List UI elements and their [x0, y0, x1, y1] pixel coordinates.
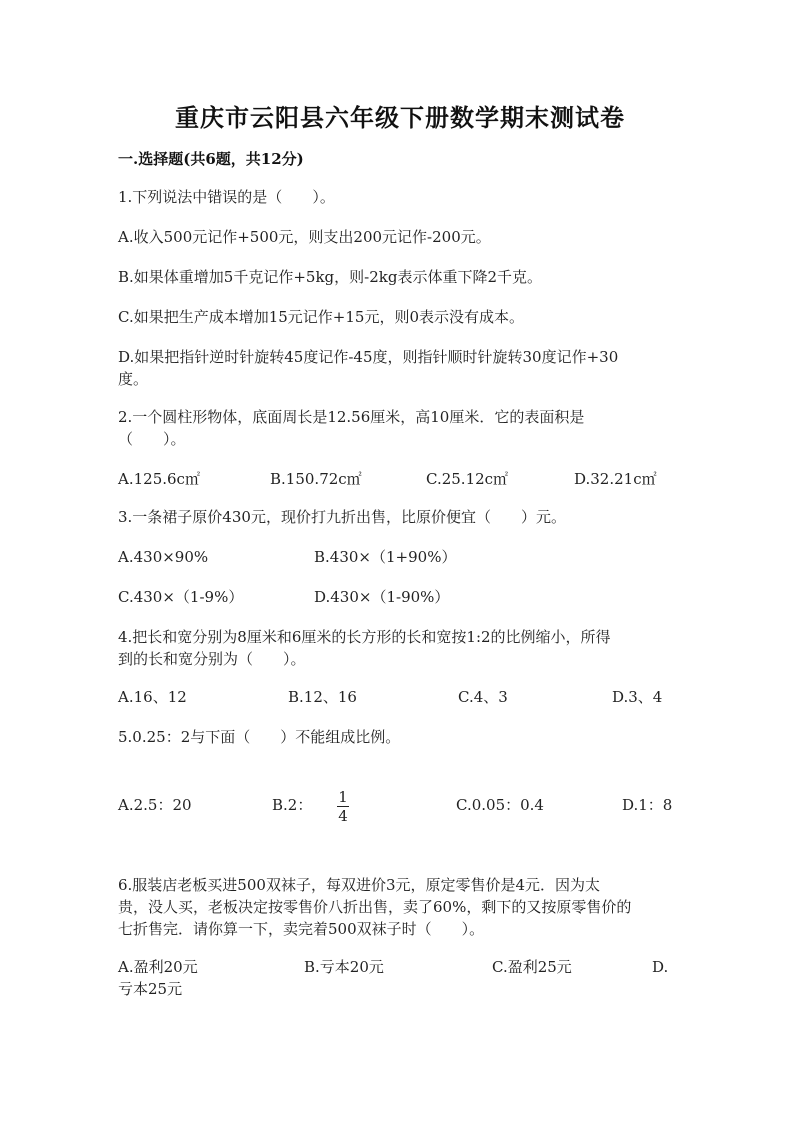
question-4-option-b: B.12、16 — [288, 688, 357, 706]
question-1-stem: 1.下列说法中错误的是（ ）。 — [118, 188, 335, 206]
question-1-option-a: A.收入500元记作+500元，则支出200元记作-200元。 — [118, 228, 491, 246]
page-title: 重庆市云阳县六年级下册数学期末测试卷 — [175, 103, 625, 132]
question-4-stem-line2: 到的长和宽分别为（ ）。 — [118, 650, 306, 668]
question-1-option-d-line2: 度。 — [118, 370, 149, 388]
question-6-stem-line1: 6.服装店老板买进500双袜子，每双进价3元，原定零售价是4元．因为太 — [118, 876, 601, 894]
question-1-option-c: C.如果把生产成本增加15元记作+15元，则0表示没有成本。 — [118, 308, 524, 326]
question-2-option-d: D.32.21c㎡ — [574, 470, 657, 488]
question-6-option-d-label: D. — [652, 958, 669, 976]
question-3-option-d: D.430×（1-90%） — [314, 588, 450, 606]
question-6-option-d-text: 亏本25元 — [118, 980, 183, 998]
question-5-option-d: D.1：8 — [622, 796, 673, 814]
question-5-option-c: C.0.05：0.4 — [456, 796, 544, 814]
question-5-stem: 5.0.25：2与下面（ ）不能组成比例。 — [118, 728, 401, 746]
question-3-option-b: B.430×（1+90%） — [314, 548, 457, 566]
question-2-option-a: A.125.6c㎡ — [118, 470, 200, 488]
question-1-option-d-line1: D.如果把指针逆时针旋转45度记作-45度，则指针顺时针旋转30度记作+30 — [118, 348, 619, 366]
question-2-option-b: B.150.72c㎡ — [270, 470, 362, 488]
question-4-stem-line1: 4.把长和宽分别为8厘米和6厘米的长方形的长和宽按1:2的比例缩小，所得 — [118, 628, 611, 646]
question-6-stem-line2: 贵，没人买，老板决定按零售价八折出售，卖了60%，剩下的又按原零售价的 — [118, 898, 632, 916]
section-heading: 一.选择题(共6题，共12分) — [118, 150, 304, 168]
question-5-option-b-prefix: B.2： — [272, 796, 313, 814]
question-4-option-a: A.16、12 — [118, 688, 187, 706]
question-4-option-c: C.4、3 — [458, 688, 508, 706]
question-5-option-b-fraction — [337, 788, 349, 825]
question-2-stem-line2: （ ）。 — [118, 430, 186, 448]
fraction-denominator: 4 — [338, 807, 348, 825]
question-2-stem-line1: 2.一个圆柱形物体，底面周长是12.56厘米，高10厘米．它的表面积是 — [118, 408, 585, 426]
question-3-option-a: A.430×90% — [118, 548, 209, 566]
question-6-stem-line3: 七折售完．请你算一下，卖完着500双袜子时（ ）。 — [118, 920, 485, 938]
question-1-option-b: B.如果体重增加5千克记作+5kg，则-2kg表示体重下降2千克。 — [118, 268, 542, 286]
question-4-option-d: D.3、4 — [612, 688, 663, 706]
question-6-option-b: B.亏本20元 — [304, 958, 384, 976]
question-6-option-a: A.盈利20元 — [118, 958, 198, 976]
question-6-option-c: C.盈利25元 — [492, 958, 572, 976]
question-5-option-a: A.2.5：20 — [118, 796, 192, 814]
question-3-option-c: C.430×（1-9%） — [118, 588, 244, 606]
question-2-option-c: C.25.12c㎡ — [426, 470, 509, 488]
question-3-stem: 3.一条裙子原价430元，现价打九折出售，比原价便宜（ ）元。 — [118, 508, 566, 526]
fraction-numerator: 1 — [338, 788, 348, 806]
